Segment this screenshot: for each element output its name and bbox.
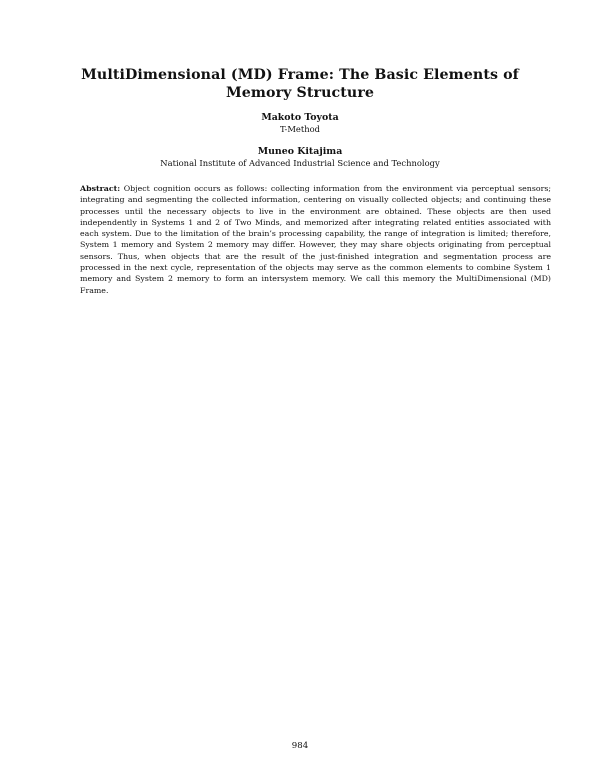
author-block [100, 112, 500, 135]
author-name: Muneo Kitajima [257, 146, 343, 157]
author-name: Makoto Toyota [261, 112, 339, 123]
abstract-label: Abstract: [80, 184, 121, 193]
author-block [100, 146, 500, 169]
page-number: 984 [291, 741, 309, 751]
abstract [80, 183, 551, 296]
author-affiliation: T-Method [279, 124, 321, 134]
paper-title: MultiDimensional (MD) Frame: The Basic Elements of Memory Structure [81, 67, 519, 101]
abstract-text: Object cognition occurs as follows: collecting information from the environment via perceptual sensors; integrating and segmenting the collected information, centering on visually collected objects; and continuing these processes until the necessary objects to live in the environment are obtained. These objects are then used independently in Systems 1 and 2 of Two Minds, and memorized after integrating related entities associated with each system. Due to the limitation of the brain’s processing capability, the range of integration is limited; therefore, System 1 memory and System 2 memory may differ. However, they may share objects originating from perceptual sensors. Thus, when objects that are the result of the just-finished integration and segmentation process are processed in the next cycle, representation of the objects may serve as the common elements to combine System 1 memory and System 2 memory to form an intersystem memory. We call this memory the MultiDimensional (MD) Frame. [80, 184, 551, 295]
author-affiliation: National Institute of Advanced Industrial Science and Technology [160, 158, 440, 168]
